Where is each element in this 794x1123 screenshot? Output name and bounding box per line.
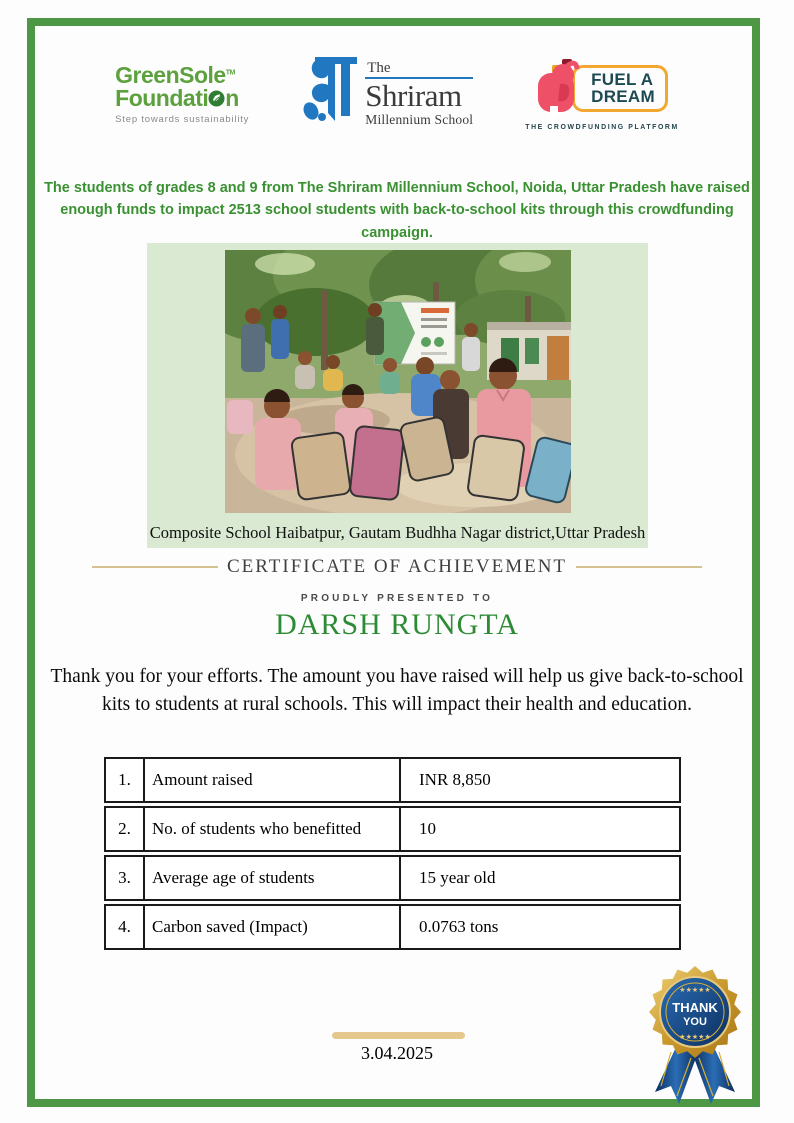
row-number: 3.: [106, 857, 145, 899]
row-label: Amount raised: [145, 759, 401, 801]
table-row: [104, 904, 681, 950]
shriram-name: Shriram: [365, 78, 462, 114]
impact-table: [104, 757, 681, 953]
trademark-symbol: TM: [225, 69, 235, 77]
shriram-the: The: [365, 61, 473, 79]
row-value: INR 8,850: [419, 770, 491, 789]
badge-stars-top: ★★★★★: [679, 986, 711, 994]
table-row: [104, 757, 681, 803]
row-value: 0.0763 tons: [419, 917, 499, 936]
thank-you-badge: [635, 960, 755, 1110]
impact-statement: The students of grades 8 and 9 from The Shriram Millennium School, Noida, Uttar Pradesh have raised enough funds to impact 2513 school students with back-to-school kits through this crowdfunding campaign.: [44, 180, 750, 241]
logos-row: [50, 46, 744, 142]
foundation-text-post: n: [225, 84, 239, 111]
certificate-date: 3.04.2025: [361, 1043, 433, 1063]
fuel-a-dream-mark: [536, 58, 668, 120]
row-label: Average age of students: [145, 857, 401, 899]
certificate-title: CERTIFICATE OF ACHIEVEMENT: [226, 556, 568, 577]
photo-caption: Composite School Haibatpur, Gautam Budhha Nagar district,Uttar Pradesh: [149, 523, 646, 542]
row-number: 4.: [106, 906, 145, 948]
table-row: [104, 855, 681, 901]
greensole-foundation: [115, 84, 249, 111]
date-divider: [332, 1032, 465, 1039]
shriram-logo: [301, 55, 473, 134]
greensole-logo: [115, 61, 250, 125]
greensole-tagline: Step towards sustainability: [115, 113, 250, 125]
leaf-icon: [208, 88, 225, 111]
title-rule-left: [92, 566, 218, 568]
row-label: No. of students who benefitted: [145, 808, 401, 850]
badge-line2: YOU: [683, 1016, 707, 1028]
school-photo: [225, 250, 571, 513]
badge-stars-bottom: ★★★★★: [679, 1033, 711, 1041]
fuel-a-dream-text-box: [572, 65, 668, 111]
foundation-text-pre: Foundati: [115, 84, 209, 111]
row-value: 15 year old: [419, 868, 496, 887]
shriram-wordmark: [365, 61, 473, 127]
greensole-name-text: GreenSole: [115, 61, 226, 88]
fuel-a-dream-logo: [525, 58, 679, 131]
elephant-icon: [536, 58, 580, 125]
certificate-title-row: [35, 556, 759, 578]
greensole-name: [115, 61, 249, 88]
row-label: Carbon saved (Impact): [145, 906, 401, 948]
shriram-subtitle: Millennium School: [365, 112, 474, 128]
badge-line1: THANK: [672, 1000, 718, 1015]
fuel-a-dream-line2: DREAM: [591, 86, 655, 106]
recipient-name: DARSH RUNGTA: [275, 608, 519, 641]
fuel-a-dream-line1: FUEL A: [591, 70, 654, 90]
title-rule-right: [576, 566, 702, 568]
table-row: [104, 806, 681, 852]
shri-glyph-icon: [301, 55, 359, 134]
fuel-a-dream-tagline: THE CROWDFUNDING PLATFORM: [525, 123, 679, 131]
thank-you-message: Thank you for your efforts. The amount you have raised will help us give back-to-school kits to students at rural schools. This will impact their health and education.: [50, 666, 744, 715]
row-value: 10: [419, 819, 436, 838]
row-number: 2.: [106, 808, 145, 850]
photo-panel: [147, 243, 648, 548]
presented-label: PROUDLY PRESENTED TO: [300, 593, 494, 604]
row-number: 1.: [106, 759, 145, 801]
